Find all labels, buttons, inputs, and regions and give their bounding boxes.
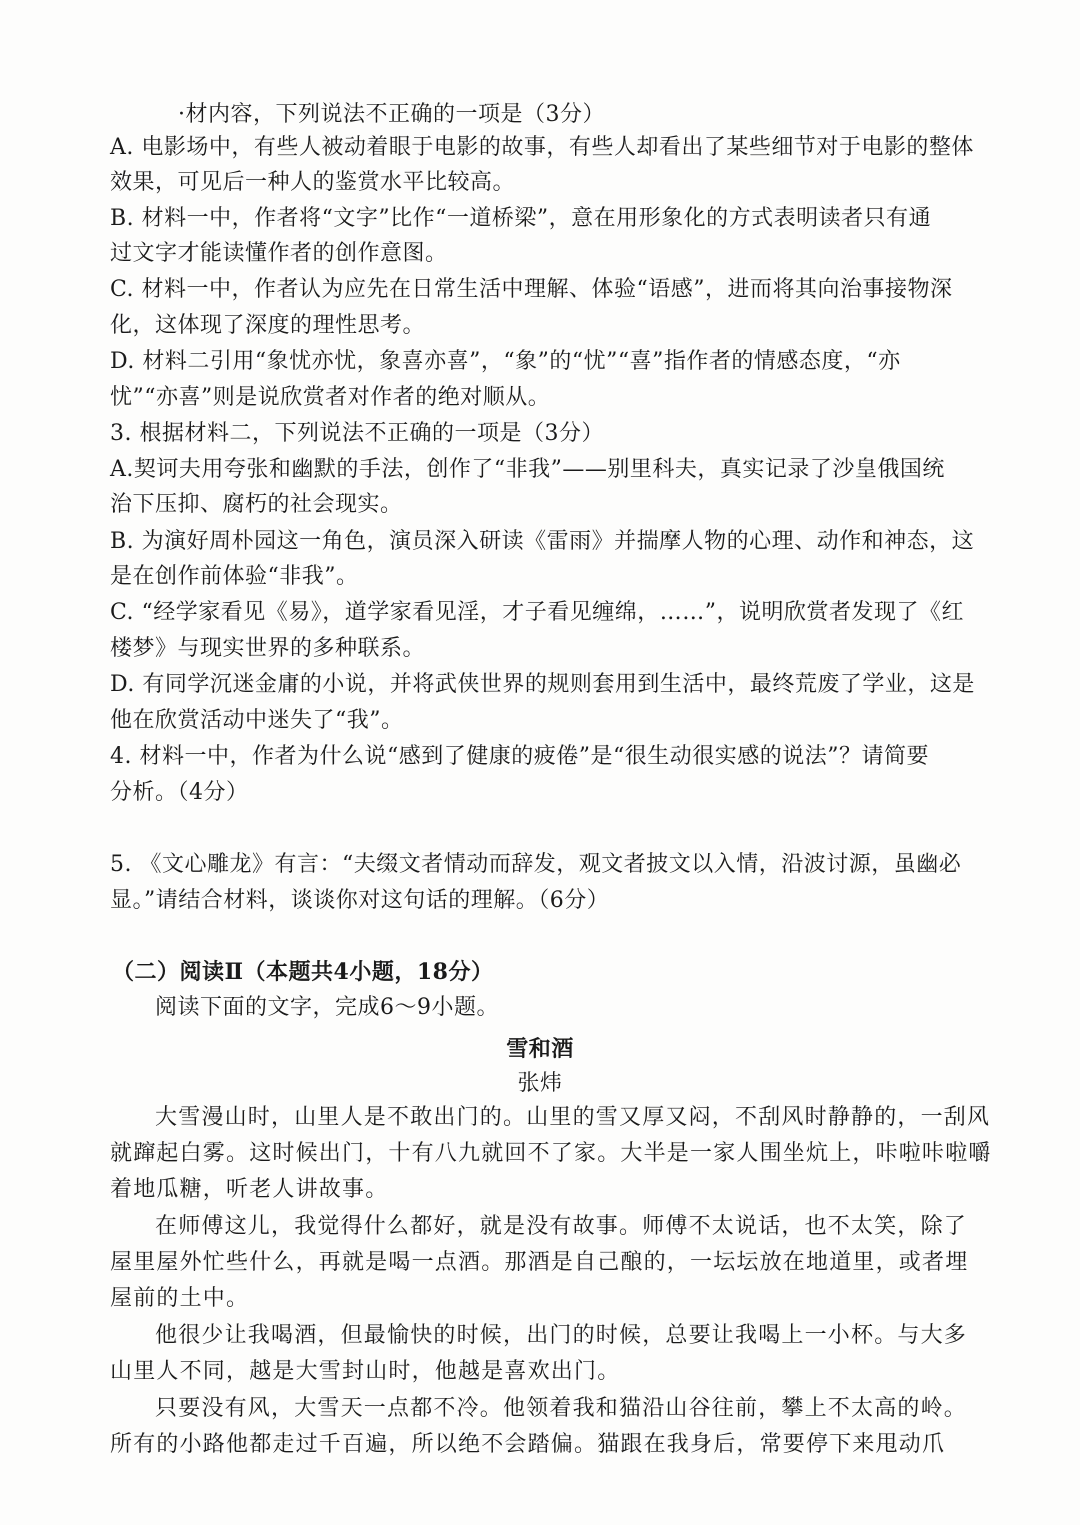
q2-option-b-line2: 过文字才能读懂作者的创作意图。 — [110, 241, 448, 266]
q3-stem: 3. 根据材料二，下列说法不正确的一项是（3分） — [110, 421, 604, 446]
story-line: 他很少让我喝酒，但最愉快的时候，出门的时候，总要让我喝上一小杯。与大多 — [155, 1323, 968, 1348]
story-author: 张炜 — [517, 1071, 563, 1096]
q3-option-b-line1: B. 为演好周朴园这一角色，演员深入研读《雷雨》并揣摩人物的心理、动作和神态，这 — [110, 529, 975, 554]
q2-option-a-line2: 效果，可见后一种人的鉴赏水平比较高。 — [110, 170, 516, 195]
q5-line2: 显。”请结合材料，谈谈你对这句话的理解。（6分） — [110, 888, 610, 913]
q3-option-d-line1: D. 有同学沉迷金庸的小说，并将武侠世界的规则套用到生活中，最终荒废了学业，这是 — [110, 672, 975, 697]
story-title: 雪和酒 — [506, 1036, 574, 1062]
q2-option-c-line2: 化，这体现了深度的理性思考。 — [110, 313, 426, 338]
story-line: 就蹿起白雾。这时候出门，十有八九就回不了家。大半是一家人围坐炕上，咔啦咔啦嚼 — [110, 1141, 992, 1166]
q2-option-d-line1: D. 材料二引用“象忧亦忧，象喜亦喜”，“象”的“忧”“喜”指作者的情感态度，“亦 — [110, 349, 901, 374]
q2-option-b-line1: B. 材料一中，作者将“文字”比作“一道桥梁”，意在用形象化的方式表明读者只有通 — [110, 206, 932, 231]
q3-option-b-line2: 是在创作前体验“非我”。 — [110, 564, 359, 589]
story-line: 所有的小路他都走过千百遍，所以绝不会踏偏。猫跟在我身后，常要停下来甩动爪 — [110, 1432, 946, 1457]
q3-option-a-line1: A.契诃夫用夸张和幽默的手法，创作了“非我”——别里科夫，真实记录了沙皇俄国统 — [110, 457, 945, 482]
q4-line1: 4. 材料一中，作者为什么说“感到了健康的疲倦”是“很生动很实感的说法”？请简要 — [110, 744, 929, 769]
section2-heading: （二）阅读Ⅱ（本题共4小题，18分） — [112, 959, 494, 985]
story-line: 只要没有风，大雪天一点都不冷。他领着我和猫沿山谷往前，攀上不太高的岭。 — [155, 1396, 968, 1421]
q3-option-c-line1: C. “经学家看见《易》，道学家看见淫，才子看见缠绵，……”，说明欣赏者发现了《红 — [110, 600, 965, 625]
q3-option-a-line2: 治下压抑、腐朽的社会现实。 — [110, 492, 403, 517]
story-line: 大雪漫山时，山里人是不敢出门的。山里的雪又厚又闷，不刮风时静静的，一刮风 — [155, 1105, 991, 1130]
section2-instruction: 阅读下面的文字，完成6～9小题。 — [155, 995, 499, 1020]
story-line: 山里人不同，越是大雪封山时，他越是喜欢出门。 — [110, 1359, 621, 1384]
q3-option-d-line2: 他在欣赏活动中迷失了“我”。 — [110, 708, 404, 733]
story-line: 着地瓜糖，听老人讲故事。 — [110, 1177, 389, 1202]
q2-option-d-line2: 忧”“亦喜”则是说欣赏者对作者的绝对顺从。 — [110, 385, 551, 410]
q2-option-c-line1: C. 材料一中，作者认为应先在日常生活中理解、体验“语感”，进而将其向治事接物深 — [110, 277, 953, 302]
q5-line1: 5. 《文心雕龙》有言：“夫缀文者情动而辞发，观文者披文以入情，沿波讨源，虽幽必 — [110, 852, 962, 877]
q4-line2: 分析。（4分） — [110, 780, 249, 805]
story-line: 屋前的土中。 — [110, 1286, 250, 1311]
story-line: 在师傅这儿，我觉得什么都好，就是没有故事。师傅不太说话，也不太笑，除了 — [155, 1214, 968, 1239]
q2-stem-fragment: ·材内容，下列说法不正确的一项是（3分） — [178, 102, 605, 127]
story-line: 屋里屋外忙些什么，再就是喝一点酒。那酒是自己酿的，一坛坛放在地道里，或者埋 — [110, 1250, 969, 1275]
q3-option-c-line2: 楼梦》与现实世界的多种联系。 — [110, 636, 426, 661]
q2-option-a-line1: A. 电影场中，有些人被动着眼于电影的故事，有些人却看出了某些细节对于电影的整体 — [110, 135, 974, 160]
